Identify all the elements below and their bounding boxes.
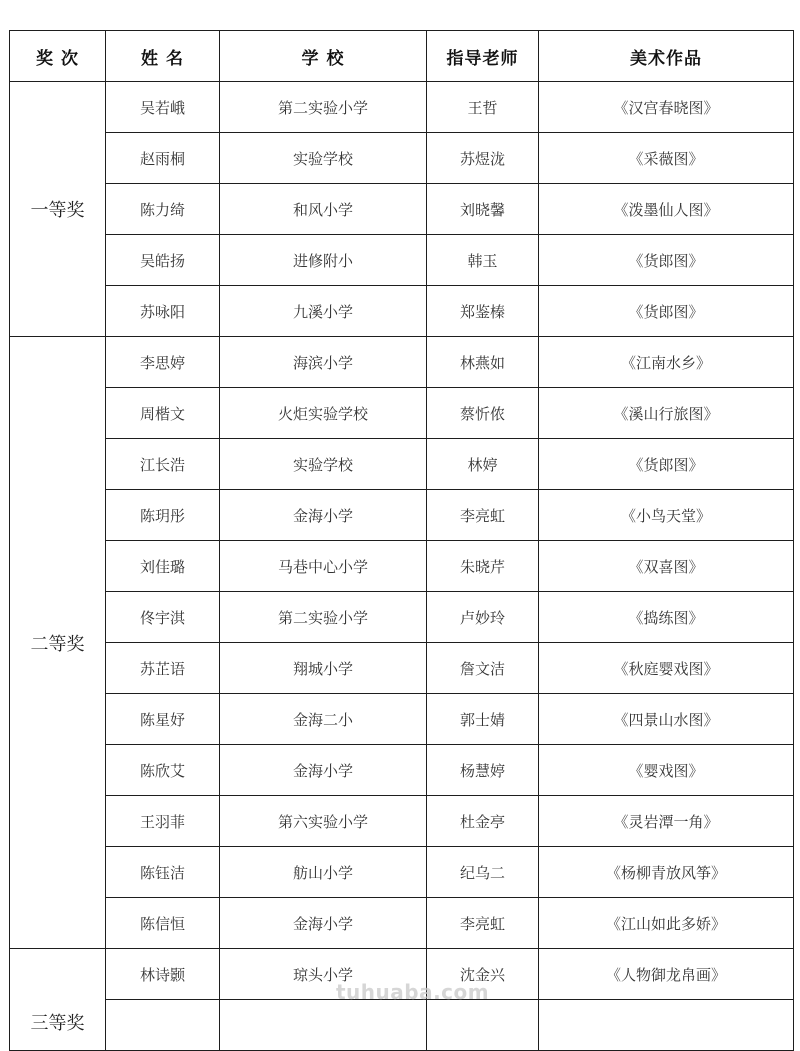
name-cell: 陈欣艾 xyxy=(106,745,220,796)
table-row xyxy=(10,898,794,949)
awards-sheet xyxy=(9,30,794,1051)
school-cell: 金海二小 xyxy=(220,694,427,745)
teacher-cell: 卢妙玲 xyxy=(427,592,539,643)
name-cell: 陈星妤 xyxy=(106,694,220,745)
name-cell: 陈钰洁 xyxy=(106,847,220,898)
name-cell: 陈玥彤 xyxy=(106,490,220,541)
name-cell: 佟宇淇 xyxy=(106,592,220,643)
teacher-cell: 詹文洁 xyxy=(427,643,539,694)
prize-label-third: 三等奖 xyxy=(30,1012,85,1034)
table-row xyxy=(10,643,794,694)
teacher-cell: 李亮虹 xyxy=(427,898,539,949)
artwork-cell: 《杨柳青放风筝》 xyxy=(539,847,794,898)
header-artwork: 美术作品 xyxy=(539,31,794,82)
artwork-cell: 《货郎图》 xyxy=(539,286,794,337)
table-row xyxy=(10,541,794,592)
teacher-cell: 沈金兴 xyxy=(427,949,539,1000)
teacher-cell: 杨慧婷 xyxy=(427,745,539,796)
name-cell: 陈信恒 xyxy=(106,898,220,949)
table-row xyxy=(10,133,794,184)
artwork-cell: 《小鸟天堂》 xyxy=(539,490,794,541)
artwork-cell: 《捣练图》 xyxy=(539,592,794,643)
teacher-cell: 郭士婧 xyxy=(427,694,539,745)
teacher-cell: 林婷 xyxy=(427,439,539,490)
name-cell: 赵雨桐 xyxy=(106,133,220,184)
name-cell: 苏芷语 xyxy=(106,643,220,694)
artwork-cell: 《货郎图》 xyxy=(539,439,794,490)
name-cell: 王羽菲 xyxy=(106,796,220,847)
artwork-cell: 《灵岩潭一角》 xyxy=(539,796,794,847)
teacher-cell: 林燕如 xyxy=(427,337,539,388)
artwork-cell: 《秋庭婴戏图》 xyxy=(539,643,794,694)
header-school: 学 校 xyxy=(220,31,427,82)
school-cell: 舫山小学 xyxy=(220,847,427,898)
artwork-cell: 《江山如此多娇》 xyxy=(539,898,794,949)
prize-cell-third xyxy=(10,949,106,1051)
school-cell: 实验学校 xyxy=(220,439,427,490)
table-row xyxy=(10,337,794,388)
table-row xyxy=(10,847,794,898)
name-cell: 江长浩 xyxy=(106,439,220,490)
table-row xyxy=(10,82,794,133)
watermark: tuhuaba.com xyxy=(336,980,490,1004)
school-cell: 翔城小学 xyxy=(220,643,427,694)
school-cell: 九溪小学 xyxy=(220,286,427,337)
school-cell: 琼头小学 xyxy=(220,949,427,1000)
school-cell: 金海小学 xyxy=(220,898,427,949)
table-row xyxy=(10,439,794,490)
name-cell: 吴若峨 xyxy=(106,82,220,133)
header-name: 姓 名 xyxy=(106,31,220,82)
table-row xyxy=(10,745,794,796)
school-cell: 第六实验小学 xyxy=(220,796,427,847)
school-cell: 和风小学 xyxy=(220,184,427,235)
teacher-cell: 李亮虹 xyxy=(427,490,539,541)
artwork-cell: 《汉宫春晓图》 xyxy=(539,82,794,133)
artwork-cell: 《江南水乡》 xyxy=(539,337,794,388)
teacher-cell: 郑鉴榛 xyxy=(427,286,539,337)
name-cell: 刘佳璐 xyxy=(106,541,220,592)
name-cell: 苏咏阳 xyxy=(106,286,220,337)
school-cell: 海滨小学 xyxy=(220,337,427,388)
artwork-cell: 《人物御龙帛画》 xyxy=(539,949,794,1000)
teacher-cell: 王哲 xyxy=(427,82,539,133)
teacher-cell: 蔡忻侬 xyxy=(427,388,539,439)
school-cell: 第二实验小学 xyxy=(220,592,427,643)
table-row xyxy=(10,592,794,643)
table-row xyxy=(10,388,794,439)
artwork-cell: 《货郎图》 xyxy=(539,235,794,286)
teacher-cell: 刘晓馨 xyxy=(427,184,539,235)
table-row xyxy=(10,490,794,541)
artwork-cell: 《双喜图》 xyxy=(539,541,794,592)
artwork-cell: 《采薇图》 xyxy=(539,133,794,184)
table-row xyxy=(10,184,794,235)
artwork-cell: 《溪山行旅图》 xyxy=(539,388,794,439)
teacher-cell: 苏煜泷 xyxy=(427,133,539,184)
school-cell: 火炬实验学校 xyxy=(220,388,427,439)
school-cell: 金海小学 xyxy=(220,490,427,541)
teacher-cell: 韩玉 xyxy=(427,235,539,286)
name-cell: 陈力绮 xyxy=(106,184,220,235)
school-cell: 进修附小 xyxy=(220,235,427,286)
name-cell: 林诗颢 xyxy=(106,949,220,1000)
teacher-cell: 朱晓芹 xyxy=(427,541,539,592)
name-cell: 吴皓扬 xyxy=(106,235,220,286)
teacher-cell: 杜金亭 xyxy=(427,796,539,847)
school-cell: 实验学校 xyxy=(220,133,427,184)
school-cell: 第二实验小学 xyxy=(220,82,427,133)
teacher-cell: 纪乌二 xyxy=(427,847,539,898)
table-row xyxy=(10,1000,794,1051)
table-row xyxy=(10,235,794,286)
name-cell: 李思婷 xyxy=(106,337,220,388)
table-row xyxy=(10,796,794,847)
school-cell: 金海小学 xyxy=(220,745,427,796)
table-row xyxy=(10,694,794,745)
header-row xyxy=(10,31,794,82)
name-cell: 周楷文 xyxy=(106,388,220,439)
header-teacher: 指导老师 xyxy=(427,31,539,82)
artwork-cell: 《泼墨仙人图》 xyxy=(539,184,794,235)
awards-table xyxy=(9,30,794,1051)
school-cell: 马巷中心小学 xyxy=(220,541,427,592)
artwork-cell: 《婴戏图》 xyxy=(539,745,794,796)
artwork-cell: 《四景山水图》 xyxy=(539,694,794,745)
prize-cell-first: 一等奖 xyxy=(10,82,106,337)
table-row xyxy=(10,286,794,337)
header-prize: 奖 次 xyxy=(10,31,106,82)
prize-cell-second: 二等奖 xyxy=(10,337,106,949)
